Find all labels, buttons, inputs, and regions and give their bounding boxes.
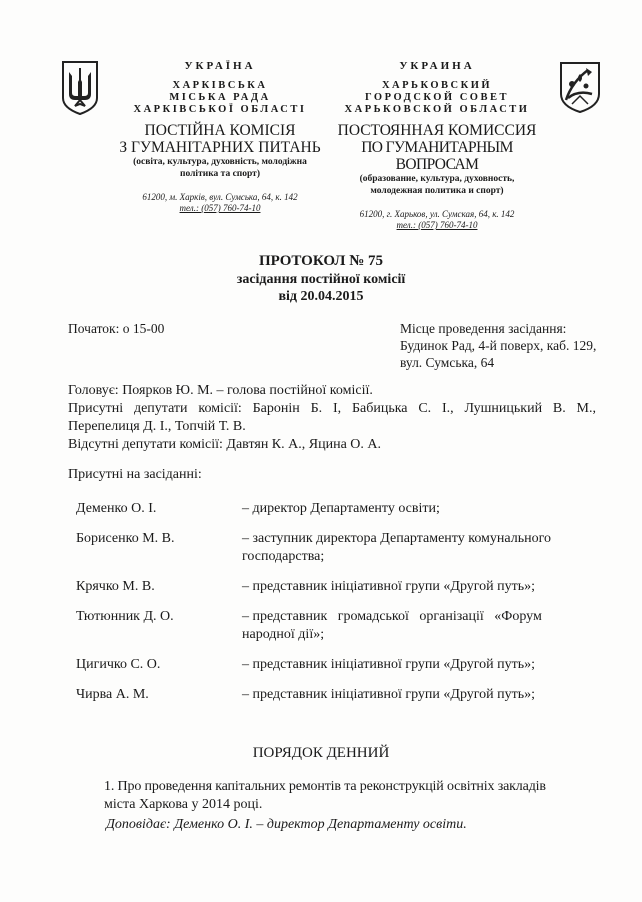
country-name-ru: УКРАИНА — [399, 60, 475, 72]
guests-heading: Присутні на засіданні: — [68, 467, 202, 482]
chairperson: Головує: Поярков Ю. М. – голова постійної комісії. — [68, 383, 373, 398]
guest-role-line2: господарства; — [242, 549, 325, 564]
council-name-line2: ГОРОДСКОЙ СОВЕТ — [365, 92, 509, 103]
committee-name-line1: ПОСТІЙНА КОМІСІЯ — [144, 122, 296, 139]
agenda-item-line1: 1. Про проведення капітальних ремонтів та реконструкцій освітніх закладів — [104, 779, 546, 794]
protocol-subtitle: засідання постійної комісії — [236, 272, 406, 287]
present-deputies-line2: Перепелиця Д. І., Топчій Т. В. — [68, 419, 246, 434]
protocol-title — [0, 252, 642, 305]
country-name-ua: УКРАЇНА — [184, 60, 256, 72]
committee-scope-line1: (освіта, культура, духовність, молодіжна — [133, 157, 307, 167]
guest-name: Цигичко С. О. — [76, 657, 161, 672]
protocol-date: від 20.04.2015 — [278, 289, 364, 304]
meeting-start: Початок: о 15-00 — [68, 321, 165, 336]
agenda-heading: ПОРЯДОК ДЕННИЙ — [252, 745, 390, 761]
meeting-place-line1: Будинок Рад, 4-й поверх, каб. 129, — [400, 338, 597, 353]
committee-name-line1: ПОСТОЯННАЯ КОМИССИЯ — [337, 122, 537, 139]
council-name-line3: ХАРКІВСЬКОЇ ОБЛАСТІ — [133, 104, 307, 115]
guest-role-line1: – представник ініціативної групи «Другой путь»; — [242, 687, 536, 702]
council-name-line1: ХАРЬКОВСКИЙ — [381, 80, 493, 91]
guest-role-line1: – представник ініціативної групи «Другой путь»; — [242, 579, 536, 594]
guest-role-line1: – представник громадської організації «Форум — [242, 609, 542, 624]
guest-name: Деменко О. І. — [76, 501, 157, 516]
meeting-place-line2: вул. Сумська, 64 — [400, 355, 495, 370]
agenda-speaker: Доповідає: Деменко О. І. – директор Департаменту освіти. — [106, 817, 467, 832]
committee-scope-line1: (образование, культура, духовность, — [359, 174, 515, 184]
address: 61200, м. Харків, вул. Сумська, 64, к. 142 — [142, 192, 298, 202]
committee-name-line2: ПО ГУМАНИТАРНЫМ ВОПРОСАМ — [361, 139, 513, 173]
address: 61200, г. Харьков, ул. Сумская, 64, к. 142 — [359, 209, 515, 219]
guest-name: Тютюнник Д. О. — [76, 609, 174, 624]
council-name-line3: ХАРЬКОВСКОЙ ОБЛАСТИ — [344, 104, 530, 115]
attendance-block — [68, 382, 596, 454]
council-name-line1: ХАРКІВСЬКА — [172, 80, 268, 91]
guest-role-line1: – представник ініціативної групи «Другой путь»; — [242, 657, 536, 672]
committee-name-line2: З ГУМАНІТАРНИХ ПИТАНЬ — [119, 139, 321, 156]
protocol-number: ПРОТОКОЛ № 75 — [258, 253, 384, 269]
phone: тел.: (057) 760-74-10 — [396, 220, 478, 230]
phone: тел.: (057) 760-74-10 — [179, 203, 261, 213]
agenda-item-line2: міста Харкова у 2014 році. — [104, 797, 263, 812]
header-left — [112, 60, 328, 214]
guest-role-line1: – заступник директора Департаменту комунального — [242, 531, 551, 546]
committee-scope-line2: молодежная политика и спорт) — [370, 186, 504, 196]
committee-scope-line2: політика та спорт) — [180, 169, 260, 179]
absent-deputies: Відсутні депутати комісії: Давтян К. А., Яцина О. А. — [68, 437, 382, 452]
kharkiv-coat-of-arms-icon — [558, 60, 602, 114]
council-name-line2: МІСЬКА РАДА — [169, 92, 271, 103]
guest-name: Крячко М. В. — [76, 579, 155, 594]
guest-name: Чирва А. М. — [76, 687, 149, 702]
header-right — [330, 60, 544, 231]
meeting-place-label: Місце проведення засідання: — [400, 321, 567, 336]
agenda-item — [104, 778, 598, 796]
present-deputies-line1: Присутні депутати комісії: Баронін Б. І, Бабицька С. І., Лушницький В. М., — [68, 401, 596, 416]
meeting-place — [400, 320, 596, 371]
guest-role-line2: народної дії»; — [242, 627, 325, 642]
ukraine-coat-of-arms-icon — [60, 60, 100, 116]
guest-name: Борисенко М. В. — [76, 531, 175, 546]
guest-role-line1: – директор Департаменту освіти; — [242, 501, 440, 516]
